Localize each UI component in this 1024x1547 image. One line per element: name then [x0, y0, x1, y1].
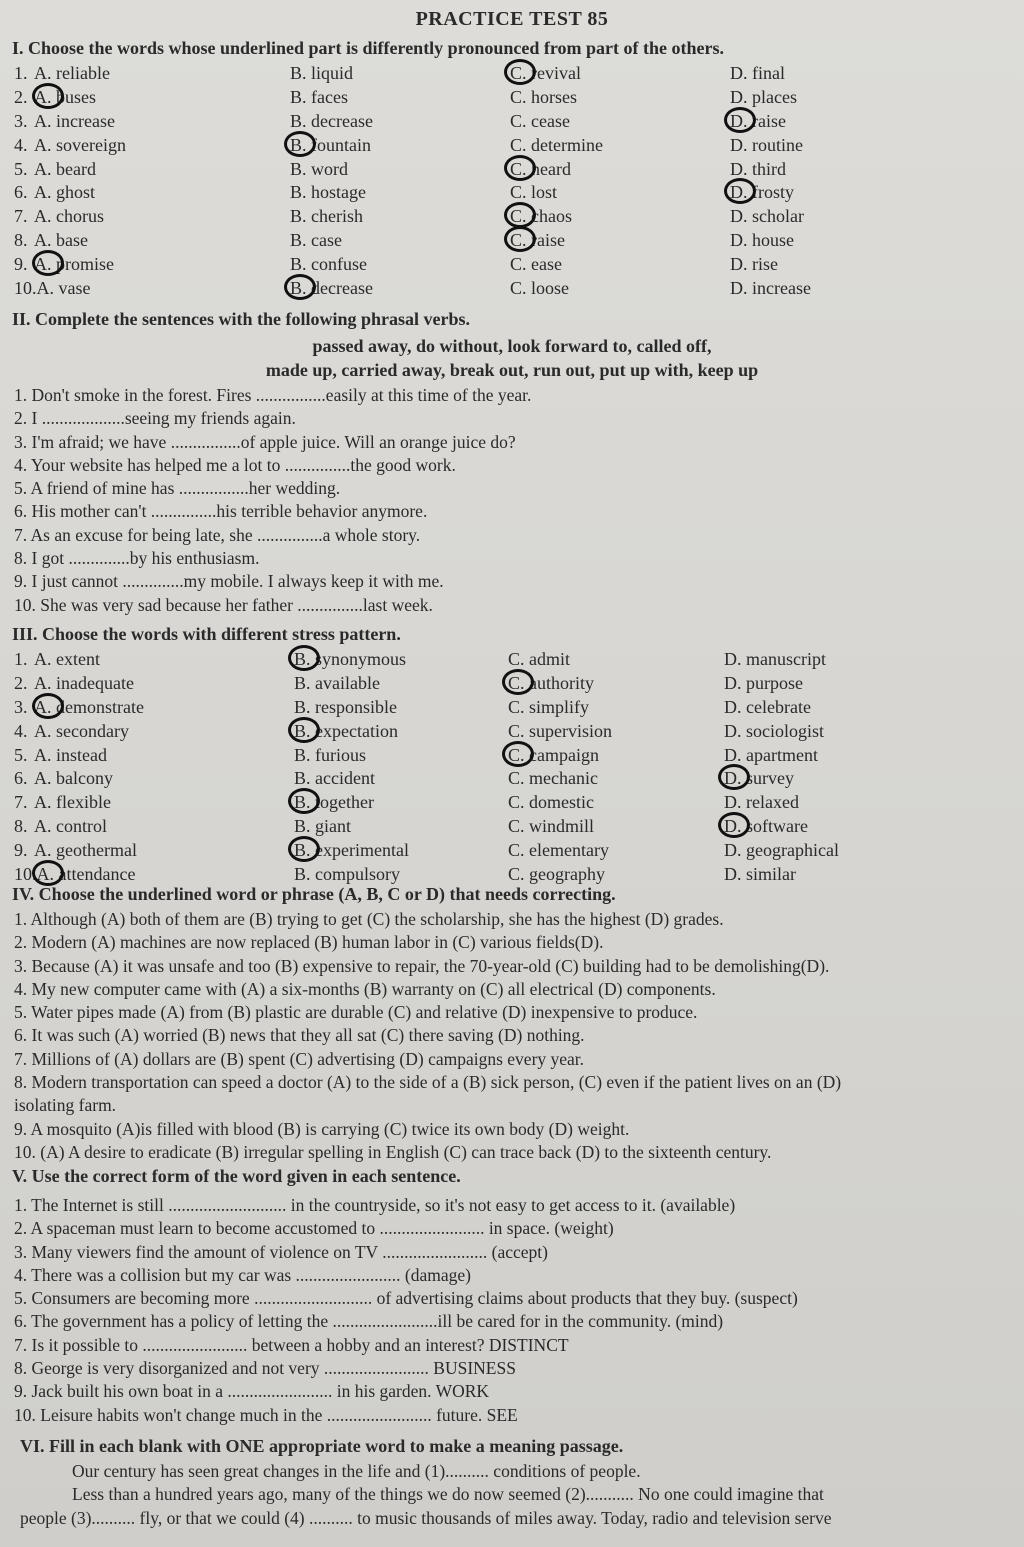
option-b[interactable]: [294, 791, 374, 815]
option-text: A. demonstrate: [34, 696, 144, 717]
option-text: A. buses: [34, 86, 96, 107]
question-number: 7.: [14, 792, 28, 813]
sentence-line: 2. I ...................seeing my friends again.: [14, 408, 296, 429]
page-title: PRACTICE TEST 85: [415, 8, 609, 30]
option-text: B. accident: [294, 768, 375, 789]
question-number: 9.: [14, 840, 28, 861]
sentence-line: 3. I'm afraid; we have ................of apple juice. Will an orange juice do?: [14, 431, 516, 452]
sentence-line: 3. Many viewers find the amount of violence on TV ........................ (accept): [14, 1241, 548, 1262]
option-c[interactable]: [510, 277, 569, 301]
s1-question-10: [14, 277, 1014, 301]
option-d[interactable]: [724, 863, 796, 887]
question-number: 6.: [14, 182, 28, 203]
s1-question-7: [14, 205, 1014, 229]
option-text: D. sociologist: [724, 720, 825, 741]
s3-question-7: [14, 791, 1014, 815]
option-b[interactable]: [294, 696, 397, 720]
question-number: 2.: [14, 86, 28, 107]
question-number: 9.: [14, 254, 28, 275]
option-text: D. relaxed: [724, 792, 799, 813]
s1-question-1: [14, 62, 1014, 86]
option-a[interactable]: [14, 277, 90, 301]
option-b[interactable]: [290, 158, 348, 182]
option-a[interactable]: [14, 744, 107, 768]
option-text: A. ghost: [34, 182, 96, 203]
option-a[interactable]: [14, 839, 137, 863]
option-text: D. celebrate: [724, 696, 811, 717]
sentence-line: 1. The Internet is still ........................... in the countryside, so it's not easy to get access to it. (available): [14, 1195, 736, 1215]
answer-circle-mark: [288, 717, 320, 743]
sentence-line: 9. A mosquito (A)is filled with blood (B) is carrying (C) twice its own body (D) weight.: [14, 1118, 630, 1139]
option-text: A. control: [34, 816, 107, 837]
option-text: B. available: [294, 672, 380, 693]
section-3-grid: [14, 648, 1014, 887]
question-number: 1.: [14, 649, 28, 669]
section-3-heading: III. Choose the words with different stress pattern.: [12, 624, 401, 644]
option-text: B. synonymous: [294, 649, 407, 669]
question-number: 5.: [14, 158, 28, 179]
option-c[interactable]: [508, 696, 589, 720]
s3-question-3: [14, 696, 1014, 720]
option-text: C. supervision: [508, 720, 613, 741]
sentence-line: 9. I just cannot ..............my mobile. I always keep it with me.: [14, 571, 444, 592]
option-text: C. domestic: [508, 792, 594, 813]
option-d[interactable]: [724, 720, 824, 744]
answer-circle-mark: [724, 107, 756, 133]
option-d[interactable]: [724, 767, 794, 791]
option-b[interactable]: [290, 110, 373, 134]
sentence-line: 9. Jack built his own boat in a ........................ in his garden. WORK: [14, 1381, 490, 1402]
option-b[interactable]: [290, 181, 366, 205]
option-b[interactable]: [290, 86, 348, 110]
question-number: 1.: [14, 63, 28, 83]
sentence-line: 5. Consumers are becoming more ........................... of advertising claims about products that they buy. (suspect): [14, 1288, 798, 1309]
section-4-sentences: [14, 908, 1018, 1164]
answer-circle-mark: [32, 860, 64, 886]
option-text: B. liquid: [290, 63, 354, 83]
s1-question-2: [14, 86, 1014, 110]
option-d[interactable]: [730, 277, 811, 301]
option-text: C. authority: [508, 672, 594, 693]
answer-circle-mark: [504, 155, 536, 181]
option-text: B. confuse: [290, 254, 367, 275]
sentence-line: 8. George is very disorganized and not very ........................ BUSINESS: [14, 1358, 516, 1379]
sentence-line: 4. Your website has helped me a lot to ...............the good work.: [14, 454, 456, 475]
option-c[interactable]: [508, 767, 598, 791]
option-text: D. places: [730, 86, 797, 107]
option-c[interactable]: [508, 839, 609, 863]
answer-circle-mark: [284, 131, 316, 157]
option-d[interactable]: [724, 648, 826, 672]
question-number: 4.: [14, 134, 28, 155]
option-c[interactable]: [510, 253, 562, 277]
answer-circle-mark: [504, 59, 536, 85]
question-number: 7.: [14, 206, 28, 227]
section-2-heading: II. Complete the sentences with the following phrasal verbs.: [12, 309, 470, 329]
option-text: C. mechanic: [508, 768, 598, 789]
sentence-line: 3. Because (A) it was unsafe and too (B) expensive to repair, the 70-year-old (C) building had to be demolishing(D).: [14, 955, 830, 976]
s1-question-8: [14, 229, 1014, 253]
question-number: 8.: [14, 230, 28, 251]
option-c[interactable]: [510, 158, 571, 182]
option-c[interactable]: [510, 62, 581, 86]
sentence-line: 7. As an excuse for being late, she ...............a whole story.: [14, 524, 421, 545]
option-text: B. together: [294, 792, 374, 813]
question-number: 10.: [14, 864, 37, 885]
option-text: A. vase: [36, 278, 91, 299]
option-c[interactable]: [508, 720, 612, 744]
option-b[interactable]: [290, 229, 342, 253]
option-d[interactable]: [730, 253, 778, 277]
option-text: D. final: [730, 63, 785, 83]
option-text: B. giant: [294, 816, 351, 837]
option-d[interactable]: [724, 696, 811, 720]
question-number: 6.: [14, 768, 28, 789]
option-c[interactable]: [508, 744, 599, 768]
option-text: D. frosty: [730, 182, 794, 203]
sentence-line: 6. It was such (A) worried (B) news that they all sat (C) there saving (D) nothing.: [14, 1025, 585, 1046]
s3-question-2: [14, 672, 1014, 696]
option-c[interactable]: [510, 86, 577, 110]
option-b[interactable]: [290, 134, 371, 158]
option-text: C. lost: [510, 182, 558, 203]
sentence-line: 10. She was very sad because her father ...............last week.: [14, 594, 433, 615]
option-a[interactable]: [14, 181, 95, 205]
s3-question-8: [14, 815, 1014, 839]
option-text: C. elementary: [508, 840, 609, 861]
phrasal-verbs-line-1: passed away, do without, look forward to, called off,: [312, 336, 712, 356]
option-b[interactable]: [294, 648, 406, 672]
option-c[interactable]: [510, 134, 603, 158]
sentence-line: 7. Millions of (A) dollars are (B) spent (C) advertising (D) campaigns every year.: [14, 1048, 585, 1069]
sentence-line: 10. Leisure habits won't change much in the ........................ future. SEE: [14, 1404, 518, 1425]
option-text: B. experimental: [294, 840, 409, 861]
section-1-heading: I. Choose the words whose underlined part is differently pronounced from part of the others.: [12, 38, 725, 58]
option-a[interactable]: [14, 205, 104, 229]
option-b[interactable]: [294, 672, 380, 696]
option-a[interactable]: [14, 134, 126, 158]
sentence-line: 7. Is it possible to ........................ between a hobby and an interest? DISTINCT: [14, 1334, 569, 1355]
s1-question-9: [14, 253, 1014, 277]
s3-question-9: [14, 839, 1014, 863]
option-text: C. ease: [510, 254, 562, 275]
option-a[interactable]: [14, 110, 115, 134]
question-number: 2.: [14, 672, 28, 693]
option-text: B. furious: [294, 744, 366, 765]
option-text: D. purpose: [724, 672, 803, 693]
option-a[interactable]: [14, 62, 110, 86]
option-c[interactable]: [508, 791, 594, 815]
option-c[interactable]: [510, 229, 565, 253]
section-4-heading: IV. Choose the underlined word or phrase (A, B, C or D) that needs correcting.: [12, 884, 616, 904]
option-a[interactable]: [14, 720, 129, 744]
question-number: 8.: [14, 816, 28, 837]
option-text: C. heard: [510, 158, 571, 179]
option-a[interactable]: [14, 648, 100, 672]
option-text: B. decrease: [290, 278, 373, 299]
option-d[interactable]: [730, 229, 794, 253]
option-b[interactable]: [294, 744, 366, 768]
option-text: D. increase: [730, 278, 811, 299]
option-a[interactable]: [14, 86, 96, 110]
option-text: C. raise: [510, 230, 565, 251]
sentence-line: 6. The government has a policy of letting the ........................ill be cared for in the community. (mind): [14, 1311, 724, 1332]
option-text: C. campaign: [508, 744, 599, 765]
option-text: D. geographical: [724, 840, 839, 861]
option-text: B. expectation: [294, 720, 398, 741]
option-text: A. inadequate: [34, 672, 134, 693]
option-text: A. base: [34, 230, 88, 251]
s1-question-5: [14, 158, 1014, 182]
option-text: C. determine: [510, 134, 603, 155]
option-b[interactable]: [290, 205, 363, 229]
passage-line-3: people (3).......... fly, or that we could (4) .......... to music thousands of miles away. Today, radio and television serve: [20, 1507, 832, 1528]
sentence-line: 5. Water pipes made (A) from (B) plastic are durable (C) and relative (D) inexpensive to produce.: [14, 1002, 698, 1023]
option-d[interactable]: [724, 815, 808, 839]
section-5-heading: V. Use the correct form of the word given in each sentence.: [12, 1166, 461, 1186]
section-6-passage: [14, 1460, 1018, 1530]
option-d[interactable]: [730, 62, 785, 86]
question-number: 3.: [14, 696, 28, 717]
option-c[interactable]: [510, 110, 570, 134]
answer-circle-mark: [288, 645, 320, 671]
s3-question-4: [14, 720, 1014, 744]
sentence-line: 8. Modern transportation can speed a doctor (A) to the side of a (B) sick person, (C) even if the patient lives on an (D): [14, 1072, 842, 1093]
option-a[interactable]: [14, 791, 111, 815]
option-text: A. chorus: [34, 206, 104, 227]
section-5-sentences: [14, 1194, 1018, 1427]
question-number: 4.: [14, 720, 28, 741]
option-d[interactable]: [724, 672, 803, 696]
passage-line-2: Less than a hundred years ago, many of the things we do now seemed (2)........... No one could imagine that: [72, 1484, 824, 1505]
option-text: B. cherish: [290, 206, 363, 227]
answer-circle-mark: [284, 274, 316, 300]
option-text: A. balcony: [34, 768, 113, 789]
option-c[interactable]: [508, 815, 594, 839]
sentence-line: 1. Don't smoke in the forest. Fires ................easily at this time of the year.: [14, 385, 532, 405]
option-b[interactable]: [294, 720, 398, 744]
option-text: C. geography: [508, 864, 605, 885]
option-d[interactable]: [730, 181, 794, 205]
sentence-line: 4. My new computer came with (A) a six-months (B) warranty on (C) all electrical (D) components.: [14, 978, 716, 999]
question-number: 3.: [14, 110, 28, 131]
sentence-line: isolating farm.: [14, 1095, 117, 1116]
option-text: C. windmill: [508, 816, 595, 837]
option-text: C. cease: [510, 110, 570, 131]
question-number: 5.: [14, 744, 28, 765]
option-d[interactable]: [724, 839, 839, 863]
option-text: D. rise: [730, 254, 778, 275]
option-text: A. extent: [34, 649, 100, 669]
option-text: D. apartment: [724, 744, 818, 765]
answer-circle-mark: [32, 83, 64, 109]
answer-circle-mark: [502, 669, 534, 695]
option-text: A. beard: [34, 158, 96, 179]
question-number: 10.: [14, 278, 37, 299]
sentence-line: 2. Modern (A) machines are now replaced (B) human labor in (C) various fields(D).: [14, 932, 604, 953]
option-d[interactable]: [730, 134, 803, 158]
option-text: A. attendance: [36, 864, 136, 885]
option-text: B. hostage: [290, 182, 366, 203]
option-text: C. revival: [510, 63, 581, 83]
option-text: A. geothermal: [34, 840, 137, 861]
option-text: C. loose: [510, 278, 570, 299]
option-a[interactable]: [14, 672, 134, 696]
option-text: A. reliable: [34, 63, 110, 83]
sentence-line: 5. A friend of mine has ................her wedding.: [14, 478, 341, 499]
option-text: D. similar: [724, 864, 796, 885]
answer-circle-mark: [502, 741, 534, 767]
option-text: B. faces: [290, 86, 348, 107]
option-text: B. responsible: [294, 696, 397, 717]
sentence-line: 2. A spaceman must learn to become accustomed to ........................ in space. (weight): [14, 1218, 614, 1239]
option-text: A. promise: [34, 254, 114, 275]
option-d[interactable]: [730, 205, 804, 229]
section-1-grid: [14, 62, 1014, 301]
answer-circle-mark: [32, 250, 64, 276]
option-a[interactable]: [14, 158, 96, 182]
sentence-line: 1. Although (A) both of them are (B) trying to get (C) the scholarship, she has the highest (D) grades.: [14, 909, 724, 929]
option-text: C. chaos: [510, 206, 572, 227]
option-text: D. routine: [730, 134, 803, 155]
option-text: A. increase: [34, 110, 115, 131]
option-a[interactable]: [14, 253, 114, 277]
s1-question-4: [14, 134, 1014, 158]
section-6-heading: VI. Fill in each blank with ONE appropriate word to make a meaning passage.: [20, 1436, 624, 1456]
option-c[interactable]: [508, 672, 594, 696]
option-a[interactable]: [14, 767, 113, 791]
sentence-line: 8. I got ..............by his enthusiasm.: [14, 548, 260, 569]
option-a[interactable]: [14, 815, 107, 839]
option-text: C. horses: [510, 86, 577, 107]
s3-question-5: [14, 744, 1014, 768]
option-text: B. compulsory: [294, 864, 400, 885]
option-text: A. secondary: [34, 720, 129, 741]
option-text: B. decrease: [290, 110, 373, 131]
option-text: D. raise: [730, 110, 786, 131]
option-text: C. admit: [508, 649, 570, 669]
option-b[interactable]: [294, 839, 409, 863]
option-b[interactable]: [290, 277, 373, 301]
option-text: D. third: [730, 158, 786, 179]
phrasal-verbs-line-2: made up, carried away, break out, run out, put up with, keep up: [265, 360, 759, 380]
section-2-sentences: [14, 384, 1018, 617]
s3-question-6: [14, 767, 1014, 791]
option-text: C. simplify: [508, 696, 590, 717]
option-text: A. instead: [34, 744, 107, 765]
option-text: D. survey: [724, 768, 794, 789]
sentence-line: 6. His mother can't ...............his terrible behavior anymore.: [14, 501, 428, 522]
option-text: D. manuscript: [724, 649, 826, 669]
option-text: B. case: [290, 230, 342, 251]
sentence-line: 4. There was a collision but my car was ........................ (damage): [14, 1264, 471, 1285]
option-d[interactable]: [730, 110, 786, 134]
passage-line-1: Our century has seen great changes in the life and (1).......... conditions of people.: [72, 1461, 641, 1481]
option-text: D. house: [730, 230, 794, 251]
answer-circle-mark: [32, 693, 64, 719]
s1-question-3: [14, 110, 1014, 134]
option-text: B. fountain: [290, 134, 371, 155]
sentence-line: 10. (A) A desire to eradicate (B) irregular spelling in English (C) can trace back (D) to the sixteenth century.: [14, 1141, 772, 1162]
option-text: D. scholar: [730, 206, 804, 227]
option-text: A. flexible: [34, 792, 111, 813]
option-b[interactable]: [290, 62, 353, 86]
option-text: A. sovereign: [34, 134, 126, 155]
option-text: B. word: [290, 158, 348, 179]
option-text: D. software: [724, 816, 808, 837]
option-a[interactable]: [14, 696, 144, 720]
answer-circle-mark: [288, 836, 320, 862]
